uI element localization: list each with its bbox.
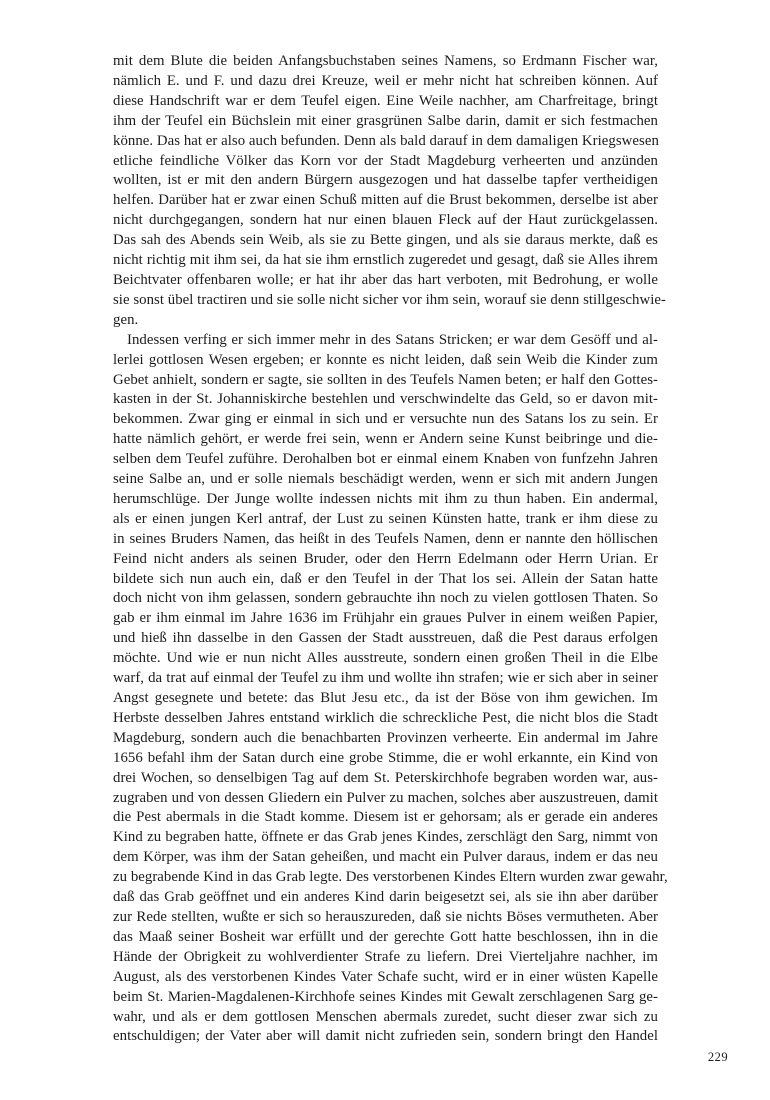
- text-line: wahr, und als er dem gottlosen Menschen abermals zuredet, sucht dieser zwar sich zu: [113, 1008, 658, 1025]
- text-line: kasten in der St. Johanniskirche bestehlen und verschwindelte das Geld, so er davon mit-: [113, 391, 658, 408]
- text-line: in seines Bruders Namen, das heißt in des Teufels Namen, denn er nannte den höllischen: [113, 530, 658, 547]
- paragraph: [113, 331, 668, 1048]
- text-line: die Pest abermals in die Stadt komme. Diesem ist er gehorsam; als er gerade ein anderes: [113, 809, 658, 826]
- text-line: das Maaß seiner Bosheit war erfüllt und der gerechte Gott hatte beschlossen, ihn in die: [113, 928, 658, 945]
- page-number: 229: [707, 1050, 729, 1064]
- text-line: und hieß ihn dasselbe in den Gassen der Stadt ausstreuen, daß die Pest daraus erfolgen: [113, 630, 658, 647]
- text-line: beim St. Marien-Magdalenen-Kirchhofe seines Kindes mit Gewalt zerschlagenen Sarg ge-: [113, 988, 658, 1005]
- text-line: sie sonst übel tractiren und sie solle nicht sicher vor ihm sein, worauf sie denn stillgeschwie-: [113, 291, 666, 308]
- text-line: herumschlüge. Der Junge wollte indessen nichts mit ihm zu thun haben. Ein andermal,: [113, 490, 658, 507]
- text-line: zur Rede stellten, wußte er sich so herauszureden, daß sie nichts Böses vermutheten. Aber: [113, 908, 658, 925]
- text-line: Hände der Obrigkeit zu wohlverdienter Strafe zu liefern. Drei Vierteljahre nachher, im: [113, 948, 658, 965]
- text-line: 1656 befahl ihm der Satan durch eine grobe Stimme, die er wohl erkannte, ein Kind von: [113, 749, 658, 766]
- text-line: entschuldigen; der Vater aber will damit nicht zufrieden sein, sondern bringt den Handel: [113, 1028, 658, 1045]
- text-line: ihm der Teufel ein Büchslein mit einer grasgrünen Salbe darin, damit er sich festmachen: [113, 112, 658, 129]
- text-line: Angst gesegnete und betete: das Blut Jesu etc., da ist der Böse von ihm gewichen. Im: [113, 690, 658, 706]
- text-line: Kind zu begraben hatte, öffnete er das Grab jenes Kindes, zerschlägt den Sarg, nimmt von: [113, 829, 658, 846]
- text-line: bildete sich nun auch ein, daß er den Teufel in der That los sei. Allein der Satan hatte: [113, 570, 658, 587]
- text-line: zugraben und von dessen Gliedern ein Pulver zu machen, solches aber auszustreuen, damit: [113, 789, 658, 806]
- text-line: drei Wochen, so denselbigen Tag auf dem St. Peterskirchhofe begraben worden war, aus-: [113, 769, 658, 786]
- text-line: zu begrabende Kind in das Grab legte. Des verstorbenen Kindes Eltern wurden zwar gewahr,: [113, 869, 668, 886]
- text-line: nicht richtig mit ihm sei, da hat sie ihm ernstlich zugeredet und gesagt, daß sie Alles ihrem: [113, 252, 658, 269]
- text-line: doch nicht von ihm gelassen, sondern gebrauchte ihn noch zu vielen gottlosen Thaten. So: [113, 590, 658, 607]
- text-line: daß das Grab geöffnet und ein anderes Kind darin beigesetzt sei, als sie ihn aber darüber: [113, 889, 658, 906]
- text-line: Magdeburg, sondern auch die benachbarten Provinzen verheerte. Ein andermal im Jahre: [113, 729, 658, 746]
- text-line: August, als des verstorbenen Kindes Vater Schafe sucht, wird er in einer wüsten Kapelle: [113, 968, 658, 985]
- paragraph: [113, 52, 666, 331]
- text-line: selben dem Teufel zuführe. Derohalben bot er einmal einem Knaben von funfzehn Jahren: [113, 451, 658, 468]
- text-line: nämlich E. und F. und dazu drei Kreuze, weil er mehr nicht hat schreiben können. Auf: [113, 72, 658, 89]
- text-line: dem Körper, was ihm der Satan geheißen, und macht ein Pulver daraus, indem er das neu: [113, 849, 658, 866]
- text-line: möchte. Und wie er nun nicht Alles ausstreute, sondern einen großen Theil in die Elbe: [113, 650, 658, 667]
- text-line: gab er ihm einmal im Jahre 1636 im Frühjahr ein graues Pulver in einem weißen Papier,: [113, 610, 658, 627]
- page-text: [113, 52, 668, 1047]
- text-line: als er einen jungen Kerl antraf, der Lust zu seinen Künsten hatte, trank er ihm diese zu: [113, 510, 658, 527]
- text-line: hatte nämlich gehört, er werde frei sein, wenn er Andern seine Kunst beibringe und die-: [113, 431, 658, 448]
- text-line: lerlei gottlosen Wesen ergeben; er konnte es nicht leiden, daß sein Weib die Kinder zum: [113, 351, 658, 368]
- text-line: Das sah des Abends sein Weib, als sie zu Bette gingen, und als sie daraus merkte, daß es: [113, 232, 658, 249]
- text-line: Indessen verfing er sich immer mehr in des Satans Stricken; er war dem Gesöff und al-: [127, 331, 658, 348]
- text-line: Gebet anhielt, sondern er sagte, sie sollten in des Teufels Namen beten; er half den Gottes-: [113, 371, 658, 388]
- text-line: bekommen. Zwar ging er einmal in sich und er versuchte nun des Satans los zu sein. Er: [113, 411, 658, 428]
- text-line: diese Handschrift war er dem Teufel eigen. Eine Weile nachher, am Charfreitage, bringt: [113, 92, 658, 109]
- text-line: warf, da trat auf einmal der Teufel zu ihm und wollte ihn strafen; wie er sich aber in seiner: [113, 670, 658, 687]
- text-line: könne. Das hat er also auch befunden. Denn als bald darauf in dem damaligen Kriegswesen: [113, 132, 659, 149]
- text-line: helfen. Darüber hat er zwar einen Schuß mitten auf die Brust bekommen, derselbe ist aber: [113, 192, 658, 209]
- text-line: wollten, ist er mit den andern Bürgern ausgezogen und hat dasselbe tapfer vertheidigen: [113, 172, 658, 189]
- text-line: Beichtvater offenbaren wolle; er hat ihr aber das hart verboten, mit Bedrohung, er wolle: [113, 271, 658, 288]
- text-line: seine Salbe an, und er solle niemals beschädigt werden, wenn er sich mit andern Jungen: [113, 471, 658, 488]
- text-line: Feind nicht anders als seinen Bruder, oder den Herrn Edelmann oder Herrn Urian. Er: [113, 550, 658, 567]
- text-line: mit dem Blute die beiden Anfangsbuchstaben seines Namens, so Erdmann Fischer war,: [113, 53, 658, 69]
- text-line: gen.: [113, 311, 139, 328]
- text-line: nicht durchgegangen, sondern hat nur einen blauen Fleck auf der Haut zurückgelassen.: [113, 212, 658, 229]
- text-line: Herbste desselben Jahres entstand wirklich die schreckliche Pest, die nicht blos die Stadt: [113, 709, 658, 726]
- text-line: etliche feindliche Völker das Korn vor der Stadt Magdeburg verheerten und anzünden: [113, 152, 658, 169]
